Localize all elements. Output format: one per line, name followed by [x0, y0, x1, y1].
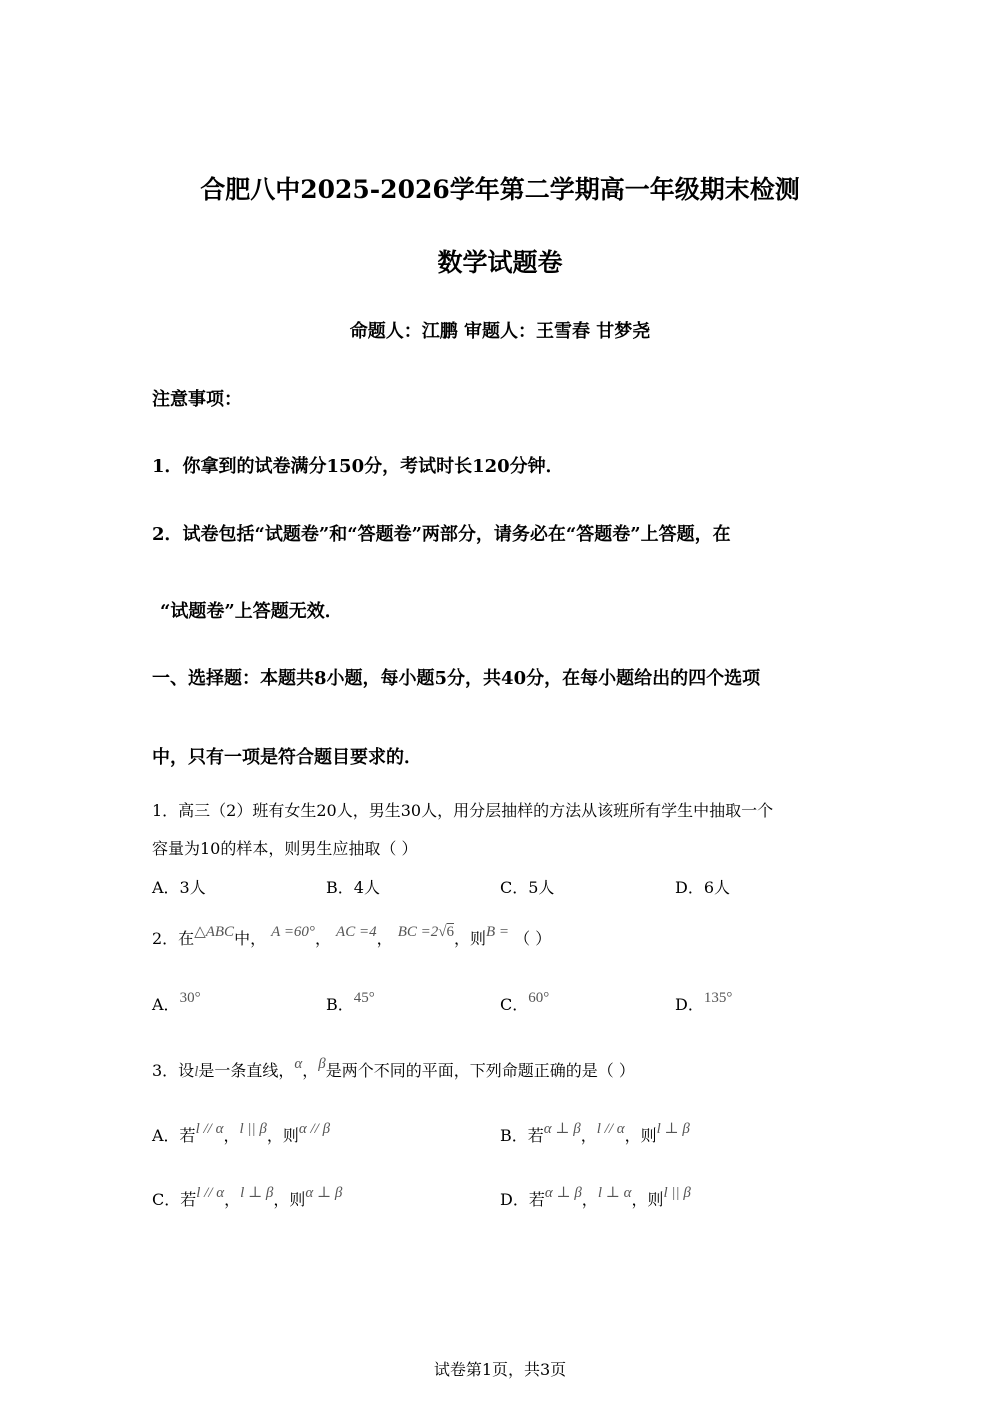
question-3-option-c-comma: ， — [224, 1190, 241, 1209]
question-3-text-1: 3．设 — [152, 1061, 195, 1080]
question-1-option-d: D．6人 — [675, 878, 731, 897]
question-3-option-d-then: ，则 — [631, 1190, 664, 1209]
question-2-option-c-value: 60° — [528, 990, 550, 1006]
section-1-heading-line-2: 中，只有一项是符合题目要求的． — [152, 747, 422, 768]
question-3-option-d-label: D．若 — [500, 1190, 545, 1209]
question-3-option-d-conclusion: l || β — [663, 1185, 691, 1201]
question-3-comma: ， — [302, 1061, 319, 1080]
question-3-option-a-conclusion: α // β — [298, 1121, 331, 1137]
question-3-option-a-premise-2: l || β — [239, 1121, 267, 1137]
question-2-side-ac: AC =4 — [336, 924, 377, 940]
question-3-option-a-premise-1: l // α — [195, 1121, 224, 1137]
question-3-option-c — [152, 1187, 342, 1210]
question-2-text-2: 中， — [234, 929, 267, 948]
question-3-text-3: 是两个不同的平面，下列命题正确的是（ ） — [325, 1061, 635, 1080]
question-3-option-b-then: ，则 — [624, 1126, 657, 1145]
question-3-option-a-then: ，则 — [266, 1126, 299, 1145]
question-3-option-c-premise-2: l ⊥ β — [240, 1185, 274, 1201]
question-3-option-d-comma: ， — [581, 1190, 598, 1209]
question-2-angle-b: B = — [486, 924, 510, 940]
question-3-option-a — [152, 1123, 330, 1146]
question-3-option-a-comma: ， — [223, 1126, 240, 1145]
question-3-option-d-premise-2: l ⊥ α — [597, 1185, 632, 1201]
question-3-option-b-comma: ， — [580, 1126, 597, 1145]
question-2-stem — [152, 926, 551, 949]
question-3-text-2: 是一条直线， — [198, 1061, 295, 1080]
question-1-option-b: B．4人 — [326, 878, 380, 897]
question-2-option-c-label: C． — [500, 995, 529, 1014]
question-2-radicand: 6 — [446, 924, 454, 940]
question-3-option-b — [500, 1123, 690, 1146]
question-3-line-l: l — [194, 1064, 199, 1080]
question-2-side-bc — [398, 921, 454, 940]
question-2-option-d-label: D． — [675, 995, 704, 1014]
question-3-option-d — [500, 1187, 691, 1210]
question-2-option-c — [500, 992, 549, 1015]
question-2-option-b-value: 45° — [353, 990, 375, 1006]
question-3-stem — [152, 1058, 635, 1081]
question-3-option-c-premise-1: l // α — [196, 1185, 225, 1201]
question-3-option-b-label: B．若 — [500, 1126, 544, 1145]
section-1-heading-line-1: 一、选择题：本题共8小题，每小题5分，共40分，在每小题给出的四个选项 — [152, 668, 761, 689]
question-3-option-b-premise-2: l // α — [596, 1121, 625, 1137]
question-2-option-a-value: 30° — [179, 990, 201, 1006]
notes-item-2-line-2: “试题卷”上答题无效． — [160, 601, 343, 622]
question-2-option-a — [152, 992, 201, 1015]
notes-item-2-line-1: 2．试卷包括“试题卷”和“答题卷”两部分，请务必在“答题卷”上答题，在 — [152, 524, 731, 545]
question-2-triangle: △ABC — [194, 924, 235, 940]
question-3-plane-beta: β — [318, 1056, 326, 1072]
question-2-option-b-label: B． — [326, 995, 354, 1014]
question-2-option-b — [326, 992, 375, 1015]
question-2-option-d-value: 135° — [703, 990, 733, 1006]
question-3-option-b-conclusion: l ⊥ β — [656, 1121, 690, 1137]
page-footer: 试卷第1页，共3页 — [433, 1360, 567, 1379]
question-3-option-c-conclusion: α ⊥ β — [305, 1185, 343, 1201]
question-3-option-a-label: A．若 — [152, 1126, 196, 1145]
sqrt-icon: √ — [438, 924, 447, 940]
question-2-option-d — [675, 992, 732, 1015]
question-2-text-4: （ ） — [514, 929, 552, 948]
question-1-option-a: A．3人 — [152, 878, 206, 897]
question-2-comma-1: ， — [314, 929, 331, 948]
exam-subtitle: 数学试题卷 — [437, 248, 563, 277]
question-1-option-c: C．5人 — [500, 878, 555, 897]
question-1-line-1: 1．高三（2）班有女生20人，男生30人，用分层抽样的方法从该班所有学生中抽取一个 — [152, 801, 774, 820]
question-2-text-3: ，则 — [453, 929, 486, 948]
question-3-option-d-premise-1: α ⊥ β — [544, 1185, 582, 1201]
question-2-comma-2: ， — [376, 929, 393, 948]
notes-heading: 注意事项： — [152, 389, 242, 410]
question-3-option-c-label: C．若 — [152, 1190, 197, 1209]
exam-title: 合肥八中2025-2026学年第二学期高一年级期末检测 — [200, 175, 800, 204]
question-3-option-c-then: ，则 — [273, 1190, 306, 1209]
question-2-option-a-label: A． — [152, 995, 180, 1014]
question-3-option-b-premise-1: α ⊥ β — [543, 1121, 581, 1137]
question-3-plane-alpha: α — [294, 1056, 303, 1072]
question-2-text-1: 2．在 — [152, 929, 195, 948]
question-1-line-2: 容量为10的样本，则男生应抽取（ ） — [152, 839, 418, 858]
exam-authors: 命题人：江鹏 审题人：王雪春 甘梦尧 — [349, 321, 651, 342]
question-2-angle-a: A =60° — [271, 924, 315, 940]
notes-item-1: 1．你拿到的试卷满分150分，考试时长120分钟． — [152, 456, 564, 477]
question-2-side-bc-prefix: BC =2 — [397, 924, 439, 940]
